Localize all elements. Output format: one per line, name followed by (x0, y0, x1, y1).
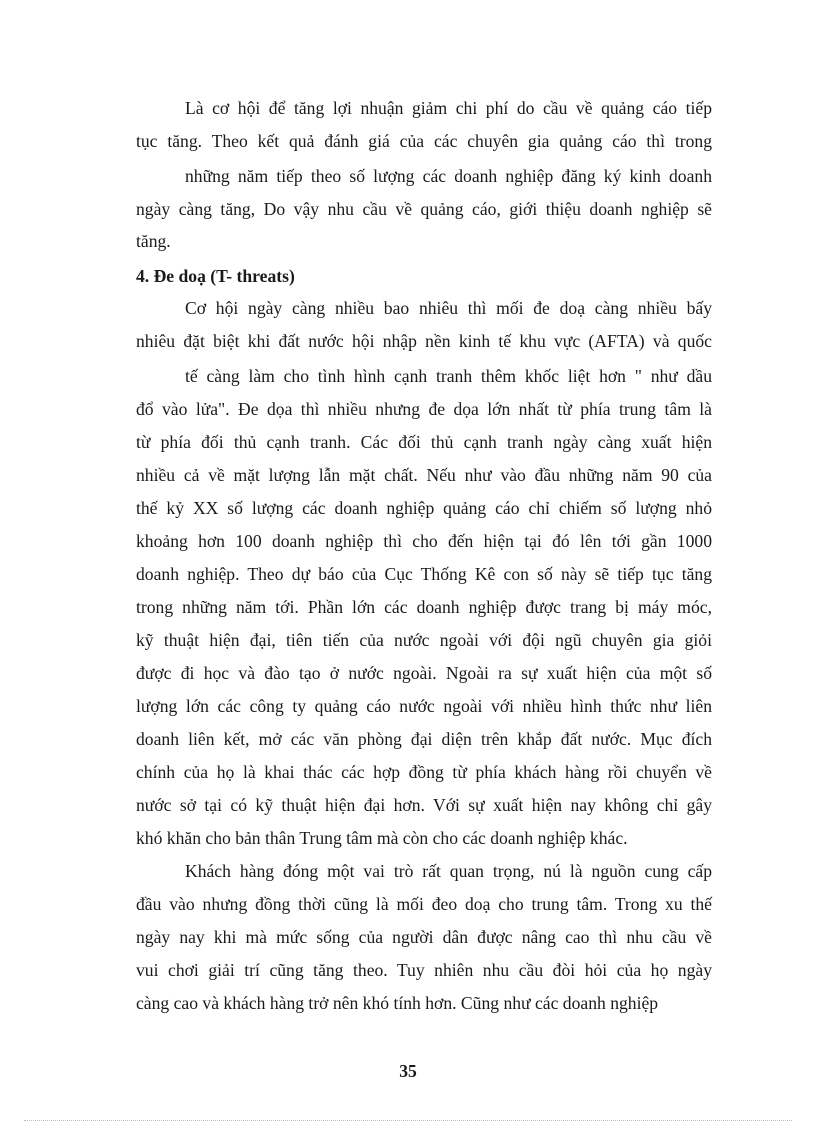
paragraph-2-line-12: được đi học và đào tạo ở nước ngoài. Ngoài ra sự xuất hiện của một số (136, 663, 712, 683)
paragraph-2-line-2: nhiêu đặt biệt khi đất nước hội nhập nền kinh tế khu vực (AFTA) và quốc (136, 331, 712, 351)
paragraph-3-line-1: Khách hàng đóng một vai trò rất quan trọng, nú là nguồn cung cấp (185, 861, 712, 881)
paragraph-3-line-3: ngày nay khi mà mức sống của người dân được nâng cao thì nhu cầu về (136, 927, 712, 947)
section-heading: 4. Đe doạ (T- threats) (136, 266, 295, 286)
paragraph-1-line-3: những năm tiếp theo số lượng các doanh nghiệp đăng ký kinh doanh (185, 166, 712, 186)
paragraph-2-line-7: thế kỷ XX số lượng các doanh nghiệp quảng cáo chỉ chiếm số lượng nhỏ (136, 498, 712, 518)
paragraph-2-line-13: lượng lớn các công ty quảng cáo nước ngoài với nhiều hình thức như liên (136, 696, 712, 716)
paragraph-2-line-16: nước sở tại có kỹ thuật hiện đại hơn. Với sự xuất hiện nay không chỉ gây (136, 795, 712, 815)
paragraph-1-line-5: tăng. (136, 231, 171, 251)
page-number: 35 (399, 1061, 417, 1081)
paragraph-2-line-9: doanh nghiệp. Theo dự báo của Cục Thống Kê con số này sẽ tiếp tục tăng (136, 564, 712, 584)
page-bottom-divider (24, 1120, 792, 1121)
paragraph-2-line-8: khoảng hơn 100 doanh nghiệp thì cho đến hiện tại đó lên tới gần 1000 (136, 531, 712, 551)
paragraph-3-line-4: vui chơi giải trí cũng tăng theo. Tuy nhiên nhu cầu đòi hỏi của họ ngày (136, 960, 712, 980)
paragraph-2-line-17: khó khăn cho bản thân Trung tâm mà còn cho các doanh nghiệp khác. (136, 828, 628, 848)
paragraph-2-line-1: Cơ hội ngày càng nhiều bao nhiêu thì mối đe doạ càng nhiều bấy (185, 298, 712, 318)
paragraph-2-line-15: chính của họ là khai thác các hợp đồng từ phía khách hàng rồi chuyển về (136, 762, 712, 782)
paragraph-2-line-10: trong những năm tới. Phần lớn các doanh nghiệp được trang bị máy móc, (136, 597, 712, 617)
paragraph-2-line-14: doanh liên kết, mở các văn phòng đại diện trên khắp đất nước. Mục đích (136, 729, 712, 749)
paragraph-2-line-11: kỹ thuật hiện đại, tiên tiến của nước ngoài với đội ngũ chuyên gia giỏi (136, 630, 712, 650)
paragraph-3-line-2: đầu vào nhưng đồng thời cũng là mối đeo doạ cho trung tâm. Trong xu thế (136, 894, 712, 914)
paragraph-2-line-5: từ phía đối thủ cạnh tranh. Các đối thủ cạnh tranh ngày càng xuất hiện (136, 432, 712, 452)
paragraph-2-line-3: tế càng làm cho tình hình cạnh tranh thêm khốc liệt hơn " như dầu (185, 366, 712, 386)
paragraph-1-line-2: tục tăng. Theo kết quả đánh giá của các chuyên gia quảng cáo thì trong (136, 131, 712, 151)
paragraph-2-line-6: nhiều cả về mặt lượng lẫn mặt chất. Nếu như vào đầu những năm 90 của (136, 465, 712, 485)
paragraph-1-line-1: Là cơ hội để tăng lợi nhuận giảm chi phí do cầu về quảng cáo tiếp (185, 98, 712, 118)
paragraph-3-line-5: càng cao và khách hàng trở nên khó tính hơn. Cũng như các doanh nghiệp (136, 993, 659, 1013)
paragraph-2-line-4: đổ vào lửa". Đe dọa thì nhiều nhưng đe dọa lớn nhất từ phía trung tâm là (136, 399, 712, 419)
paragraph-1-line-4: ngày càng tăng, Do vậy nhu cầu về quảng cáo, giới thiệu doanh nghiệp sẽ (136, 199, 712, 219)
